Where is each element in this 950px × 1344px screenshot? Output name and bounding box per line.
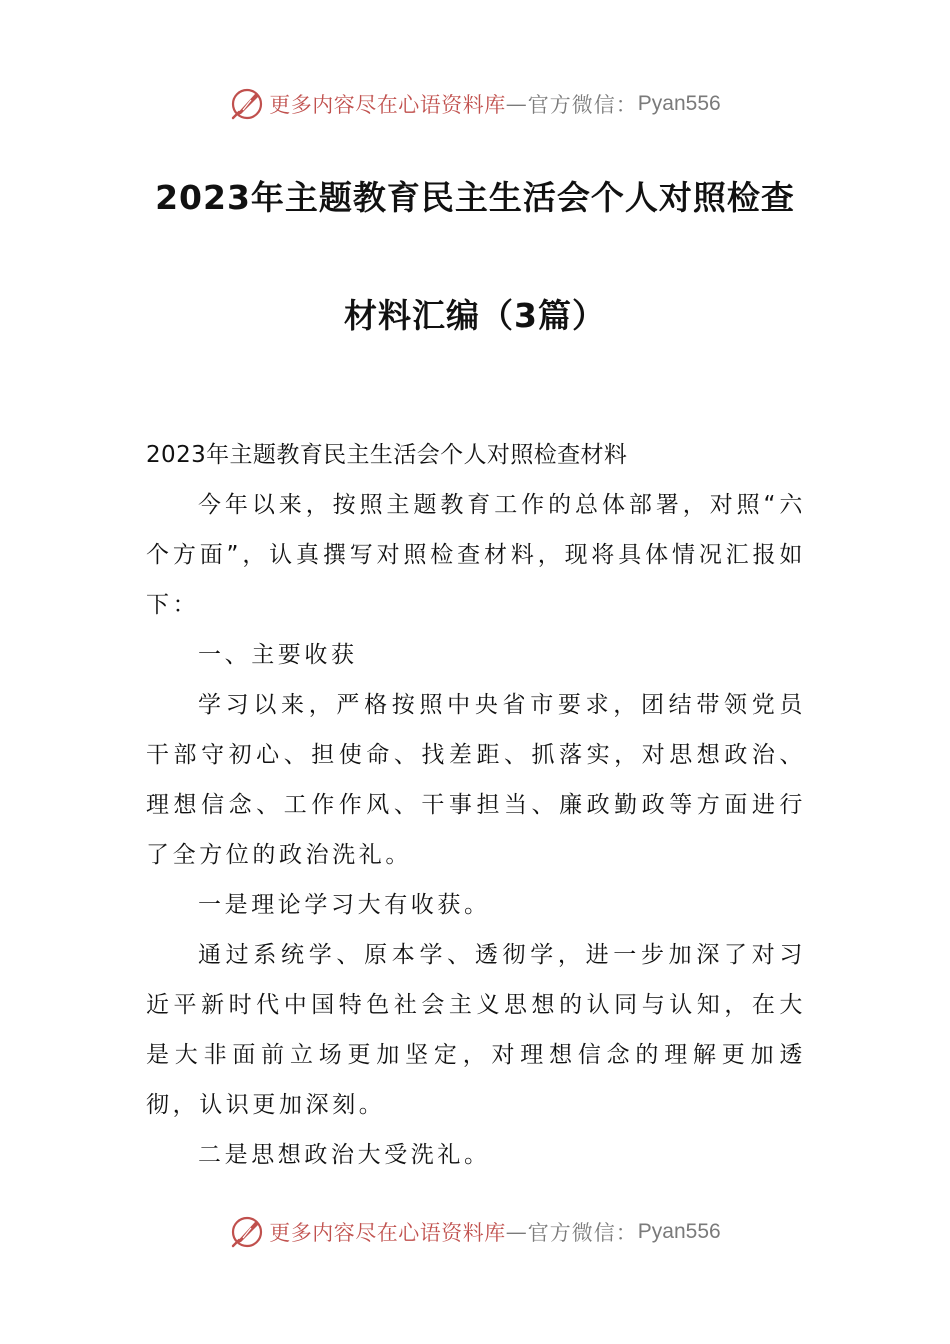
footer-watermark <box>0 1212 950 1252</box>
watermark-account: Pyan556 <box>637 92 721 115</box>
quill-pen-circle-icon <box>229 1214 265 1250</box>
quill-pen-circle-icon <box>229 86 265 122</box>
document-title-line-1: 2023年主题教育民主生活会个人对照检查 <box>155 178 795 217</box>
watermark-secondary-text: 官方微信： <box>527 1221 638 1245</box>
body-paragraph: 学习以来，严格按照中央省市要求，团结带领党员干部守初心、担使命、找差距、抓落实，对思想政治、理想信念、工作作风、干事担当、廉政勤政等方面进行了全方位的政治洗礼。 <box>146 692 806 868</box>
watermark-primary-text: 更多内容尽在心语资料库 <box>269 93 506 117</box>
watermark-dash: — <box>505 1220 528 1244</box>
watermark-primary-text: 更多内容尽在心语资料库 <box>269 1221 506 1245</box>
document-subtitle: 2023年主题教育民主生活会个人对照检查材料 <box>146 442 628 468</box>
sub-heading: 一是理论学习大有收获。 <box>198 892 491 918</box>
watermark-secondary-text: 官方微信： <box>527 93 638 117</box>
body-paragraph: 今年以来，按照主题教育工作的总体部署，对照“六个方面”，认真撰写对照检查材料，现将具体情况汇报如下： <box>146 492 806 618</box>
watermark-account: Pyan556 <box>637 1220 721 1243</box>
sub-heading: 二是思想政治大受洗礼。 <box>198 1142 491 1168</box>
body-paragraph: 通过系统学、原本学、透彻学，进一步加深了对习近平新时代中国特色社会主义思想的认同与认知，在大是大非面前立场更加坚定，对理想信念的理解更加透彻，认识更加深刻。 <box>146 942 806 1118</box>
document-title-line-2: 材料汇编（3篇） <box>344 296 606 335</box>
watermark-dash: — <box>505 92 528 116</box>
section-heading: 一、主要收获 <box>198 642 358 668</box>
header-watermark <box>0 84 950 124</box>
